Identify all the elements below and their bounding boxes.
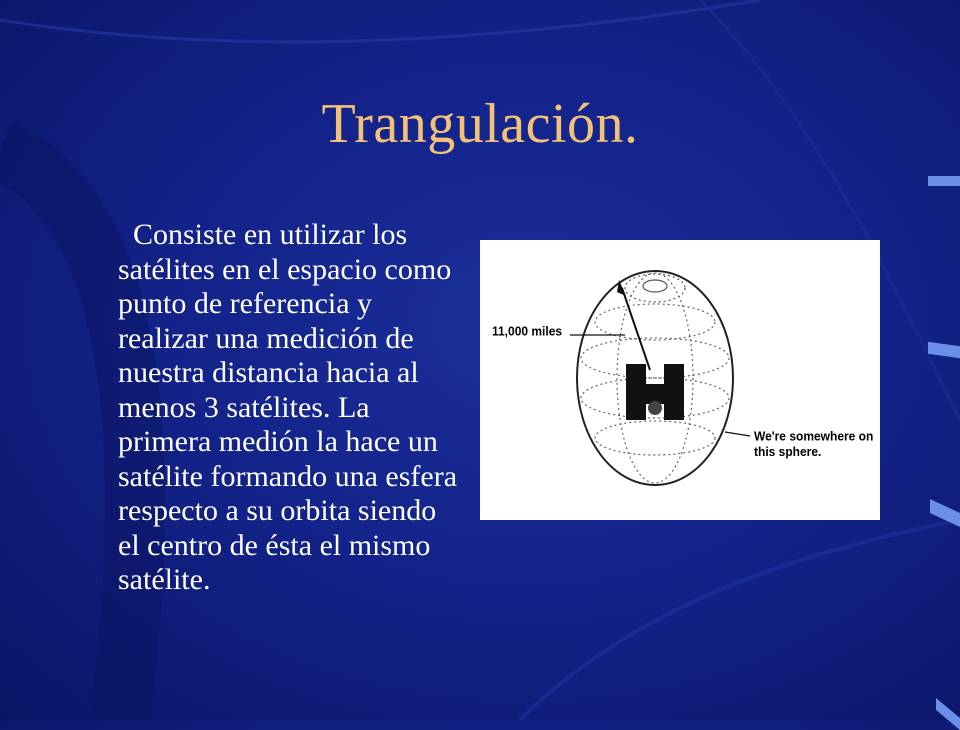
slide-title: Trangulación.: [321, 93, 639, 155]
sphere-diagram: [480, 240, 880, 520]
slide-body-text: Consiste en utilizar los satélites en el espacio como punto de referencia y realizar una medición de nuestra distancia hacia al menos 3 satélites. La primera medión la hace un satélite formando una esfera respecto a su orbita siendo el centro de ésta el mismo satélite.: [118, 218, 465, 596]
edge-accent-mark: [928, 176, 960, 186]
sphere-illustration: [480, 240, 880, 520]
sphere-label: We're somewhere on this sphere.: [754, 428, 874, 460]
distance-label: 11,000 miles: [492, 323, 563, 339]
